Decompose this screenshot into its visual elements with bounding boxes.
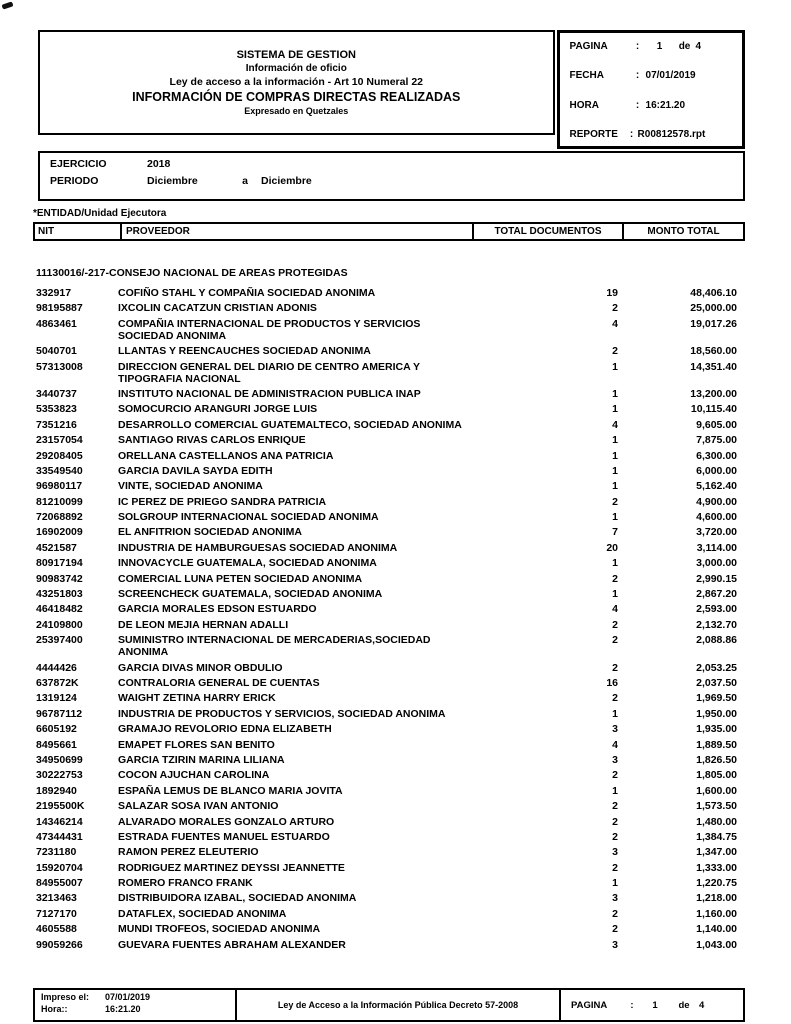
nit-cell: 7127170 — [36, 907, 77, 920]
total-documentos-cell: 1 — [612, 511, 618, 524]
footer-pagina-block — [561, 990, 743, 1020]
meta-pagina — [570, 41, 742, 52]
footer-pagina-label: PAGINA — [571, 999, 608, 1011]
table-row — [33, 677, 745, 689]
fecha-label: FECHA — [569, 70, 604, 82]
total-documentos-cell: 3 — [612, 846, 618, 859]
reporte-label: REPORTE — [569, 128, 618, 140]
nit-cell: 4444426 — [36, 661, 77, 674]
section-title: 11130016/-217-CONSEJO NACIONAL DE AREAS PROTEGIDAS — [36, 267, 348, 279]
total-documentos-cell: 1 — [612, 480, 618, 493]
total-documentos-cell: 2 — [612, 830, 618, 843]
table-row — [33, 708, 745, 720]
proveedor-cell: INDUSTRIA DE HAMBURGUESAS SOCIEDAD ANONIMA — [118, 541, 398, 554]
monto-total-cell: 1,218.00 — [696, 892, 737, 905]
table-row — [33, 908, 745, 920]
meta-hora — [570, 100, 742, 111]
proveedor-cell: GARCIA DAVILA SAYDA EDITH — [118, 464, 273, 477]
proveedor-cell: RAMON PEREZ ELEUTERIO — [118, 846, 259, 859]
footer-law-text: Ley de Acceso a la Información Pública Decreto 57-2008 — [235, 990, 561, 1020]
nit-cell: 24109800 — [36, 618, 83, 631]
proveedor-cell: INDUSTRIA DE PRODUCTOS Y SERVICIOS, SOCIEDAD ANONIMA — [118, 707, 446, 720]
proveedor-cell: RODRIGUEZ MARTINEZ DEYSSI JEANNETTE — [118, 861, 345, 874]
total-documentos-cell: 1 — [612, 784, 618, 797]
footer-printed-block — [35, 990, 235, 1020]
proveedor-cell: SALAZAR SOSA IVAN ANTONIO — [118, 800, 279, 813]
footer-hora-label: Hora:: — [41, 1004, 68, 1014]
table-row — [33, 403, 745, 415]
table-row — [33, 939, 745, 951]
monto-total-cell: 1,889.50 — [696, 738, 737, 751]
total-documentos-cell: 1 — [612, 360, 618, 373]
nit-cell: 4863461 — [36, 317, 77, 330]
table-row — [33, 892, 745, 904]
monto-total-cell: 1,333.00 — [696, 861, 737, 874]
nit-cell: 23157054 — [36, 434, 83, 447]
monto-total-cell: 9,605.00 — [696, 418, 737, 431]
pagina-de: de — [678, 41, 691, 52]
proveedor-cell: ROMERO FRANCO FRANK — [118, 877, 253, 890]
monto-total-cell: 1,347.00 — [696, 846, 737, 859]
total-documentos-cell: 2 — [612, 661, 618, 674]
table-row — [33, 846, 745, 858]
nit-cell: 25397400 — [36, 634, 83, 647]
monto-total-cell: 5,162.40 — [696, 480, 737, 493]
table-row — [33, 302, 745, 314]
proveedor-cell: DIRECCION GENERAL DEL DIARIO DE CENTRO AMERICA Y TIPOGRAFIA NACIONAL — [118, 360, 420, 385]
table-row — [33, 465, 745, 477]
proveedor-cell: COFIÑO STAHL Y COMPAÑIA SOCIEDAD ANONIMA — [118, 287, 376, 299]
table-row — [33, 557, 745, 569]
proveedor-cell: GARCIA MORALES EDSON ESTUARDO — [118, 603, 317, 616]
proveedor-cell: VINTE, SOCIEDAD ANONIMA — [118, 480, 263, 493]
total-documentos-cell: 3 — [612, 938, 618, 951]
monto-total-cell: 6,000.00 — [696, 464, 737, 477]
table-row — [33, 877, 745, 889]
table-row — [33, 573, 745, 585]
total-documentos-cell: 1 — [612, 403, 618, 416]
subtitle-oficio: Información de oficio — [245, 63, 347, 74]
proveedor-cell: INSTITUTO NACIONAL DE ADMINISTRACION PUBLICA INAP — [118, 387, 421, 400]
nit-cell: 29208405 — [36, 449, 83, 462]
table-row — [33, 816, 745, 828]
table-row — [33, 634, 745, 658]
proveedor-cell: SOLGROUP INTERNACIONAL SOCIEDAD ANONIMA — [118, 511, 379, 524]
proveedor-cell: EMAPET FLORES SAN BENITO — [118, 738, 275, 751]
monto-total-cell: 6,300.00 — [696, 449, 737, 462]
proveedor-cell: ESPAÑA LEMUS DE BLANCO MARIA JOVITA — [118, 784, 343, 797]
total-documentos-cell: 2 — [612, 302, 618, 315]
hora-colon: : — [635, 99, 640, 111]
nit-cell: 2195500K — [36, 800, 85, 813]
proveedor-cell: EL ANFITRION SOCIEDAD ANONIMA — [118, 526, 302, 539]
total-documentos-cell: 2 — [612, 345, 618, 358]
nit-cell: 7351216 — [36, 418, 77, 431]
nit-cell: 1892940 — [36, 784, 77, 797]
table-row — [33, 800, 745, 812]
table-row — [33, 923, 745, 935]
report-header — [38, 30, 745, 149]
monto-total-cell: 13,200.00 — [690, 387, 737, 400]
table-row — [33, 434, 745, 446]
nit-cell: 16902009 — [36, 526, 83, 539]
table-row — [33, 419, 745, 431]
periodo-a: a — [242, 175, 248, 187]
total-documentos-cell: 1 — [612, 877, 618, 890]
table-row — [33, 662, 745, 674]
total-documentos-cell: 4 — [612, 317, 618, 330]
nit-cell: 30222753 — [36, 769, 83, 782]
periodo-to: Diciembre — [261, 175, 312, 187]
monto-total-cell: 1,600.00 — [696, 784, 737, 797]
monto-total-cell: 1,573.50 — [696, 800, 737, 813]
nit-cell: 332917 — [36, 287, 72, 299]
proveedor-cell: DATAFLEX, SOCIEDAD ANONIMA — [118, 907, 287, 920]
monto-total-cell: 14,351.40 — [690, 360, 737, 373]
total-documentos-cell: 1 — [612, 434, 618, 447]
total-documentos-cell: 2 — [612, 907, 618, 920]
page-footer — [33, 988, 745, 1022]
nit-cell: 81210099 — [36, 495, 83, 508]
meta-fecha — [570, 70, 742, 81]
scan-artifact — [1, 1, 13, 9]
nit-cell: 5353823 — [36, 403, 77, 416]
pagina-value: 1 — [656, 41, 663, 52]
footer-hora-value: 16:21.20 — [105, 1004, 141, 1014]
nit-cell: 72068892 — [36, 511, 83, 524]
total-documentos-cell: 1 — [612, 387, 618, 400]
total-documentos-cell: 1 — [612, 557, 618, 570]
proveedor-cell: MUNDI TROFEOS, SOCIEDAD ANONIMA — [118, 923, 321, 936]
nit-cell: 96980117 — [36, 480, 83, 493]
monto-total-cell: 1,480.00 — [696, 815, 737, 828]
currency-note: Expresado en Quetzales — [244, 106, 349, 116]
proveedor-cell: SCREENCHECK GUATEMALA, SOCIEDAD ANONIMA — [118, 588, 383, 601]
impreso-label: Impreso el: — [41, 992, 90, 1002]
monto-total-cell: 7,875.00 — [696, 434, 737, 447]
nit-cell: 637872K — [36, 676, 79, 689]
fecha-colon: : — [635, 70, 640, 82]
nit-cell: 3213463 — [36, 892, 77, 905]
monto-total-cell: 1,826.50 — [696, 753, 737, 766]
pagina-label: PAGINA — [569, 41, 608, 52]
impreso-value: 07/01/2019 — [105, 992, 151, 1002]
ejercicio-value: 2018 — [147, 158, 171, 170]
nit-cell: 47344431 — [36, 830, 83, 843]
column-header-monto-total: MONTO TOTAL — [622, 224, 743, 239]
nit-cell: 80917194 — [36, 557, 83, 570]
monto-total-cell: 1,935.00 — [696, 723, 737, 736]
monto-total-cell: 1,950.00 — [696, 707, 737, 720]
nit-cell: 43251803 — [36, 588, 83, 601]
monto-total-cell: 2,593.00 — [696, 603, 737, 616]
table-header — [33, 222, 745, 241]
ejercicio-label: EJERCICIO — [50, 158, 107, 170]
monto-total-cell: 4,900.00 — [696, 495, 737, 508]
monto-total-cell: 1,160.00 — [696, 907, 737, 920]
ejercicio-row — [50, 158, 743, 170]
footer-pagina-total: 4 — [699, 999, 705, 1011]
footer-pagina-de: de — [678, 999, 690, 1011]
table-row — [33, 603, 745, 615]
column-header-total-documentos: TOTAL DOCUMENTOS — [472, 224, 622, 239]
table-row — [33, 723, 745, 735]
proveedor-cell: SUMINISTRO INTERNACIONAL DE MERCADERIAS,SOCIEDAD ANONIMA — [118, 634, 431, 659]
monto-total-cell: 2,037.50 — [696, 676, 737, 689]
nit-cell: 7231180 — [36, 846, 77, 859]
total-documentos-cell: 1 — [612, 588, 618, 601]
nit-cell: 90983742 — [36, 572, 83, 585]
monto-total-cell: 18,560.00 — [690, 345, 737, 358]
entity-label: *ENTIDAD/Unidad Ejecutora — [33, 208, 167, 219]
total-documentos-cell: 3 — [612, 892, 618, 905]
total-documentos-cell: 16 — [606, 676, 618, 689]
proveedor-cell: DISTRIBUIDORA IZABAL, SOCIEDAD ANONIMA — [118, 892, 357, 905]
hora-value: 16:21.20 — [645, 99, 686, 111]
nit-cell: 96787112 — [36, 707, 83, 720]
table-row — [33, 588, 745, 600]
monto-total-cell: 1,384.75 — [696, 830, 737, 843]
table-row — [33, 526, 745, 538]
nit-cell: 15920704 — [36, 861, 83, 874]
table-row — [33, 318, 745, 342]
table-row — [33, 361, 745, 385]
total-documentos-cell: 2 — [612, 800, 618, 813]
nit-cell: 6605192 — [36, 723, 77, 736]
nit-cell: 57313008 — [36, 360, 83, 373]
proveedor-cell: COCON AJUCHAN CAROLINA — [118, 769, 270, 782]
table-row — [33, 480, 745, 492]
subtitle-ley: Ley de acceso a la información - Art 10 Numeral 22 — [169, 76, 423, 88]
total-documentos-cell: 1 — [612, 464, 618, 477]
table-row — [33, 831, 745, 843]
monto-total-cell: 1,220.75 — [696, 877, 737, 890]
proveedor-cell: DESARROLLO COMERCIAL GUATEMALTECO, SOCIEDAD ANONIMA — [118, 418, 462, 431]
column-header-nit: NIT — [38, 226, 55, 237]
monto-total-cell: 48,406.10 — [690, 287, 737, 299]
pagina-total: 4 — [695, 41, 702, 52]
pagina-colon: : — [635, 41, 640, 52]
total-documentos-cell: 3 — [612, 723, 618, 736]
footer-pagina-value: 1 — [652, 999, 658, 1011]
table-row — [33, 388, 745, 400]
monto-total-cell: 1,140.00 — [696, 923, 737, 936]
nit-cell: 84955007 — [36, 877, 83, 890]
proveedor-cell: ALVARADO MORALES GONZALO ARTURO — [118, 815, 335, 828]
nit-cell: 3440737 — [36, 387, 77, 400]
monto-total-cell: 2,132.70 — [696, 618, 737, 631]
proveedor-cell: COMERCIAL LUNA PETEN SOCIEDAD ANONIMA — [118, 572, 363, 585]
total-documentos-cell: 2 — [612, 634, 618, 647]
total-documentos-cell: 4 — [612, 418, 618, 431]
monto-total-cell: 2,088.86 — [696, 634, 737, 647]
periodo-label: PERIODO — [50, 175, 99, 187]
nit-cell: 46418482 — [36, 603, 83, 616]
table-row — [33, 785, 745, 797]
total-documentos-cell: 1 — [612, 707, 618, 720]
monto-total-cell: 1,969.50 — [696, 692, 737, 705]
proveedor-cell: LLANTAS Y REENCAUCHES SOCIEDAD ANONIMA — [118, 345, 371, 358]
total-documentos-cell: 2 — [612, 923, 618, 936]
proveedor-cell: IC PEREZ DE PRIEGO SANDRA PATRICIA — [118, 495, 327, 508]
periodo-row — [50, 175, 743, 187]
monto-total-cell: 2,867.20 — [696, 588, 737, 601]
table-row — [33, 450, 745, 462]
monto-total-cell: 25,000.00 — [690, 302, 737, 315]
nit-cell: 98195887 — [36, 302, 83, 315]
footer-pagina-colon: : — [630, 999, 634, 1011]
nit-cell: 4605588 — [36, 923, 77, 936]
nit-cell: 33549540 — [36, 464, 83, 477]
table-row — [33, 754, 745, 766]
report-title-block — [38, 30, 555, 135]
proveedor-cell: SOMOCURCIO ARANGURI JORGE LUIS — [118, 403, 318, 416]
proveedor-cell: GARCIA DIVAS MINOR OBDULIO — [118, 661, 283, 674]
report-main-title: INFORMACIÓN DE COMPRAS DIRECTAS REALIZADAS — [132, 90, 461, 104]
total-documentos-cell: 20 — [606, 541, 618, 554]
table-row — [33, 345, 745, 357]
total-documentos-cell: 2 — [612, 769, 618, 782]
nit-cell: 34950699 — [36, 753, 83, 766]
reporte-colon: : — [629, 128, 634, 140]
proveedor-cell: ORELLANA CASTELLANOS ANA PATRICIA — [118, 449, 334, 462]
table-row — [33, 769, 745, 781]
proveedor-cell: GUEVARA FUENTES ABRAHAM ALEXANDER — [118, 938, 346, 951]
nit-cell: 8495661 — [36, 738, 77, 751]
nit-cell: 99059266 — [36, 938, 83, 951]
total-documentos-cell: 2 — [612, 618, 618, 631]
fecha-value: 07/01/2019 — [645, 70, 696, 82]
table-row — [33, 739, 745, 751]
proveedor-cell: CONTRALORIA GENERAL DE CUENTAS — [118, 676, 320, 689]
total-documentos-cell: 2 — [612, 861, 618, 874]
period-block — [38, 151, 745, 201]
total-documentos-cell: 1 — [612, 449, 618, 462]
nit-cell: 14346214 — [36, 815, 83, 828]
monto-total-cell: 1,043.00 — [696, 938, 737, 951]
nit-cell: 1319124 — [36, 692, 77, 705]
total-documentos-cell: 4 — [612, 603, 618, 616]
table-row — [33, 542, 745, 554]
proveedor-cell: ESTRADA FUENTES MANUEL ESTUARDO — [118, 830, 330, 843]
proveedor-cell: COMPAÑIA INTERNACIONAL DE PRODUCTOS Y SERVICIOS SOCIEDAD ANONIMA — [118, 317, 421, 342]
report-meta-block — [557, 30, 745, 149]
total-documentos-cell: 2 — [612, 815, 618, 828]
total-documentos-cell: 2 — [612, 572, 618, 585]
table-row — [33, 511, 745, 523]
proveedor-cell: GRAMAJO REVOLORIO EDNA ELIZABETH — [118, 723, 332, 736]
reporte-value: R00812578.rpt — [637, 128, 706, 140]
monto-total-cell: 1,805.00 — [696, 769, 737, 782]
periodo-from: Diciembre — [147, 175, 198, 187]
system-title: SISTEMA DE GESTION — [236, 49, 356, 61]
total-documentos-cell: 2 — [612, 495, 618, 508]
table-row — [33, 692, 745, 704]
column-header-proveedor: PROVEEDOR — [120, 224, 472, 239]
proveedor-cell: INNOVACYCLE GUATEMALA, SOCIEDAD ANONIMA — [118, 557, 377, 570]
proveedor-cell: DE LEON MEJIA HERNAN ADALLI — [118, 618, 289, 631]
footer-hora-row — [41, 1004, 235, 1014]
nit-cell: 4521587 — [36, 541, 77, 554]
monto-total-cell: 3,000.00 — [696, 557, 737, 570]
monto-total-cell: 4,600.00 — [696, 511, 737, 524]
monto-total-cell: 2,990.15 — [696, 572, 737, 585]
monto-total-cell: 3,720.00 — [696, 526, 737, 539]
proveedor-cell: WAIGHT ZETINA HARRY ERICK — [118, 692, 276, 705]
monto-total-cell: 19,017.26 — [690, 317, 737, 330]
proveedor-cell: GARCIA TZIRIN MARINA LILIANA — [118, 753, 285, 766]
table-body — [33, 267, 745, 979]
table-row — [33, 862, 745, 874]
total-documentos-cell: 4 — [612, 738, 618, 751]
footer-impreso-row — [41, 992, 235, 1002]
proveedor-cell: SANTIAGO RIVAS CARLOS ENRIQUE — [118, 434, 306, 447]
total-documentos-cell: 19 — [606, 287, 618, 299]
table-row — [33, 496, 745, 508]
hora-label: HORA — [569, 99, 599, 111]
table-row — [33, 619, 745, 631]
monto-total-cell: 10,115.40 — [690, 403, 737, 416]
total-documentos-cell: 2 — [612, 692, 618, 705]
proveedor-cell: IXCOLIN CACATZUN CRISTIAN ADONIS — [118, 302, 317, 315]
nit-cell: 5040701 — [36, 345, 77, 358]
meta-reporte — [570, 129, 742, 140]
total-documentos-cell: 3 — [612, 753, 618, 766]
total-documentos-cell: 7 — [612, 526, 618, 539]
monto-total-cell: 2,053.25 — [696, 661, 737, 674]
monto-total-cell: 3,114.00 — [696, 541, 737, 554]
table-row — [33, 287, 745, 299]
